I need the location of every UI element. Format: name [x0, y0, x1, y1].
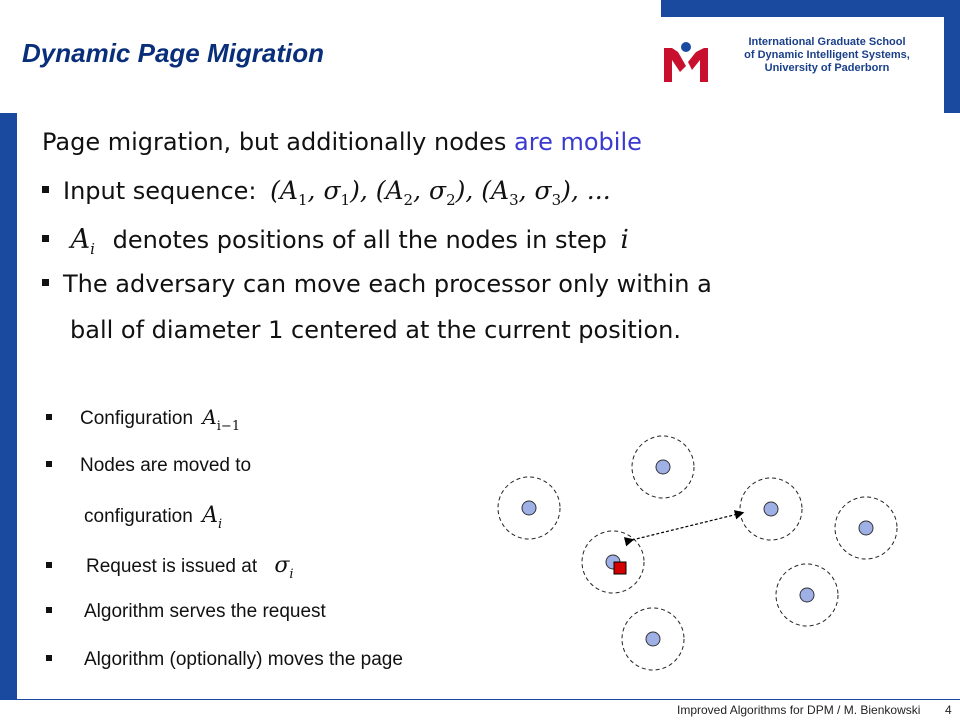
- intro-line: [42, 128, 642, 156]
- bullet-icon: [42, 279, 49, 286]
- bullet-adversary: [42, 270, 712, 298]
- bottom-rule: [0, 699, 960, 700]
- bullet-2-text: denotes positions of all the nodes in step: [112, 226, 607, 254]
- footer-credit: Improved Algorithms for DPM / M. Bienkowski: [677, 703, 921, 717]
- bullet-icon: [46, 655, 52, 661]
- step-i-formula: i: [620, 225, 629, 255]
- step-text: Algorithm (optionally) moves the page: [84, 649, 403, 670]
- node: [740, 478, 802, 540]
- step-item-cont: [84, 503, 223, 532]
- ai-formula: $A_i$: [70, 224, 95, 258]
- request-marker: [614, 562, 626, 574]
- step-text: Algorithm serves the request: [84, 601, 326, 622]
- step-item: [46, 455, 251, 477]
- institution-line-2: of Dynamic Intelligent Systems,: [744, 49, 910, 61]
- university-logo-icon: [660, 38, 712, 88]
- step-item: [46, 405, 241, 434]
- step-item: [46, 649, 403, 671]
- bullet-positions: [42, 224, 629, 258]
- slide-title: Dynamic Page Migration: [22, 38, 324, 68]
- bullet-3-line-2: ball of diameter 1 centered at the current position.: [70, 316, 681, 344]
- step-text: Nodes are moved to: [80, 455, 252, 476]
- step-item: [46, 553, 294, 582]
- institution-line-3: University of Paderborn: [764, 62, 890, 74]
- top-right-border: [661, 0, 960, 17]
- node: [498, 477, 560, 539]
- right-border: [944, 0, 960, 113]
- bullet-icon: [46, 607, 52, 613]
- bullet-icon: [46, 562, 52, 568]
- input-sequence-formula: ($A_1$, $\sigma_1$), ($A_2$, $\sigma_2$), ($A_3$, $\sigma_3$), ...: [270, 176, 611, 209]
- node-diagram: [490, 430, 910, 690]
- bullet-input-sequence: [42, 176, 611, 209]
- node: [582, 531, 644, 593]
- step-formula: $\sigma_i$: [274, 553, 294, 582]
- node: [632, 436, 694, 498]
- node: [835, 497, 897, 559]
- bullet-icon: [42, 186, 49, 193]
- node: [622, 608, 684, 670]
- bullet-1-label: Input sequence:: [63, 177, 257, 205]
- bullet-adversary-cont: [70, 316, 681, 344]
- movement-arrow: [632, 513, 742, 540]
- bullet-icon: [42, 235, 49, 242]
- bullet-icon: [46, 461, 52, 467]
- node: [776, 564, 838, 626]
- intro-accent: are mobile: [514, 128, 642, 156]
- institution-name: [722, 36, 932, 75]
- page-number: 4: [945, 703, 952, 717]
- step-text: Request is issued at: [86, 556, 258, 577]
- bullet-3-line-1: The adversary can move each processor only within a: [63, 270, 712, 298]
- intro-text: Page migration, but additionally nodes: [42, 128, 515, 156]
- step-text: Configuration: [80, 408, 194, 429]
- left-border: [0, 113, 17, 700]
- institution-line-1: International Graduate School: [748, 36, 906, 48]
- step-text: configuration: [84, 506, 193, 527]
- step-formula: $A_{i-1}$: [202, 405, 241, 434]
- step-formula: $A_i$: [202, 503, 223, 532]
- step-item: [46, 601, 326, 623]
- bullet-icon: [46, 414, 52, 420]
